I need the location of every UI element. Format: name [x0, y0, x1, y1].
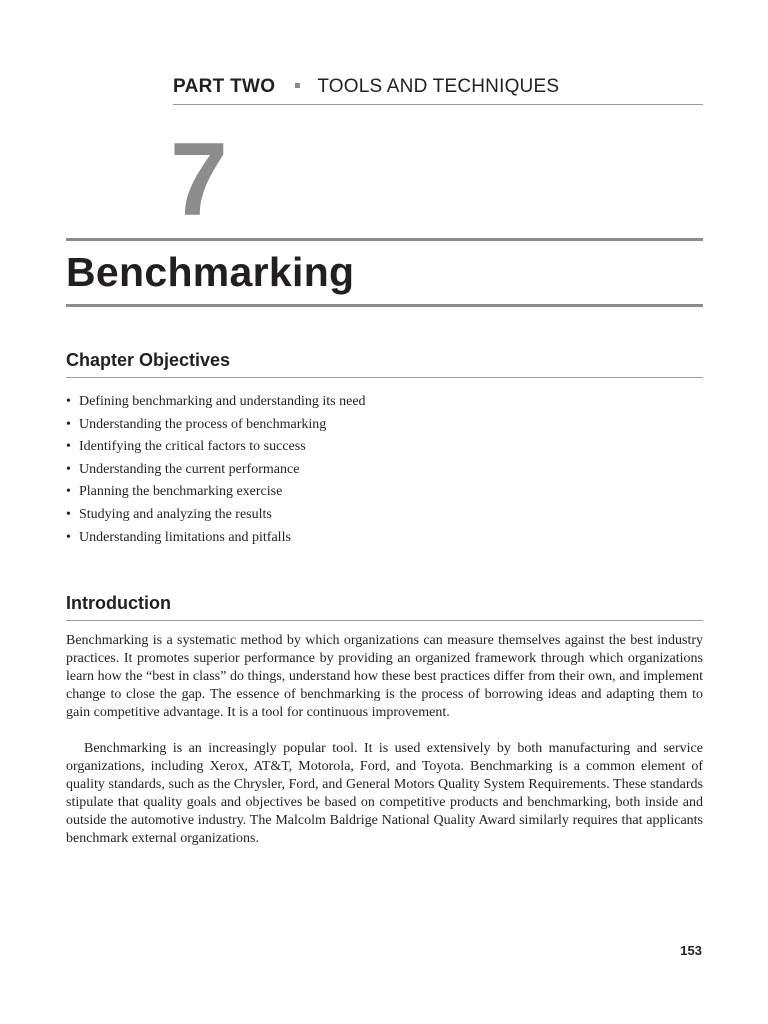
introduction-paragraph: Benchmarking is an increasingly popular tool. It is used extensively by both manufacturing and service organizations, including Xerox, AT&T, Motorola, Ford, and Toyota. Benchmarking is a common element of quality standards, such as the Chrysler, Ford, and General Motors Quality System Requirements. These standards stipulate that quality goals and objectives be based on competitive products and benchmarking, both inside and outside the automotive industry. The Malcolm Baldrige National Quality Award similarly requires that applicants benchmark external organizations. [66, 741, 703, 846]
chapter-number: 7 [170, 122, 228, 238]
chapter-title-rule-top [66, 238, 703, 241]
objective-item: • Defining benchmarking and understanding its need [66, 391, 366, 414]
objective-item: • Understanding the current performance [66, 459, 366, 482]
chapter-title-rule-bottom [66, 304, 703, 307]
page-number: 153 [680, 943, 702, 958]
objective-item: • Studying and analyzing the results [66, 504, 366, 527]
objective-item: • Planning the benchmarking exercise [66, 481, 366, 504]
objectives-list [66, 391, 366, 549]
chapter-title: Benchmarking [66, 249, 355, 295]
introduction-heading: Introduction [66, 593, 703, 621]
objectives-heading: Chapter Objectives [66, 350, 703, 378]
objective-item: • Identifying the critical factors to success [66, 436, 366, 459]
part-title: TOOLS AND TECHNIQUES [317, 76, 560, 97]
square-separator-icon [295, 83, 300, 88]
objective-item: • Understanding limitations and pitfalls [66, 527, 366, 550]
part-label: PART TWO [173, 76, 276, 97]
objective-item: • Understanding the process of benchmarking [66, 414, 366, 437]
part-header [173, 76, 703, 105]
introduction-paragraph: Benchmarking is a systematic method by which organizations can measure themselves against the best industry practices. It promotes superior performance by providing an organized framework through which organizations learn how the “best in class” do things, understand how these best practices differ from their own, and implement change to close the gap. The essence of benchmarking is the process of borrowing ideas and adapting them to gain competitive advantage. It is a tool for continuous improvement. [66, 633, 703, 720]
